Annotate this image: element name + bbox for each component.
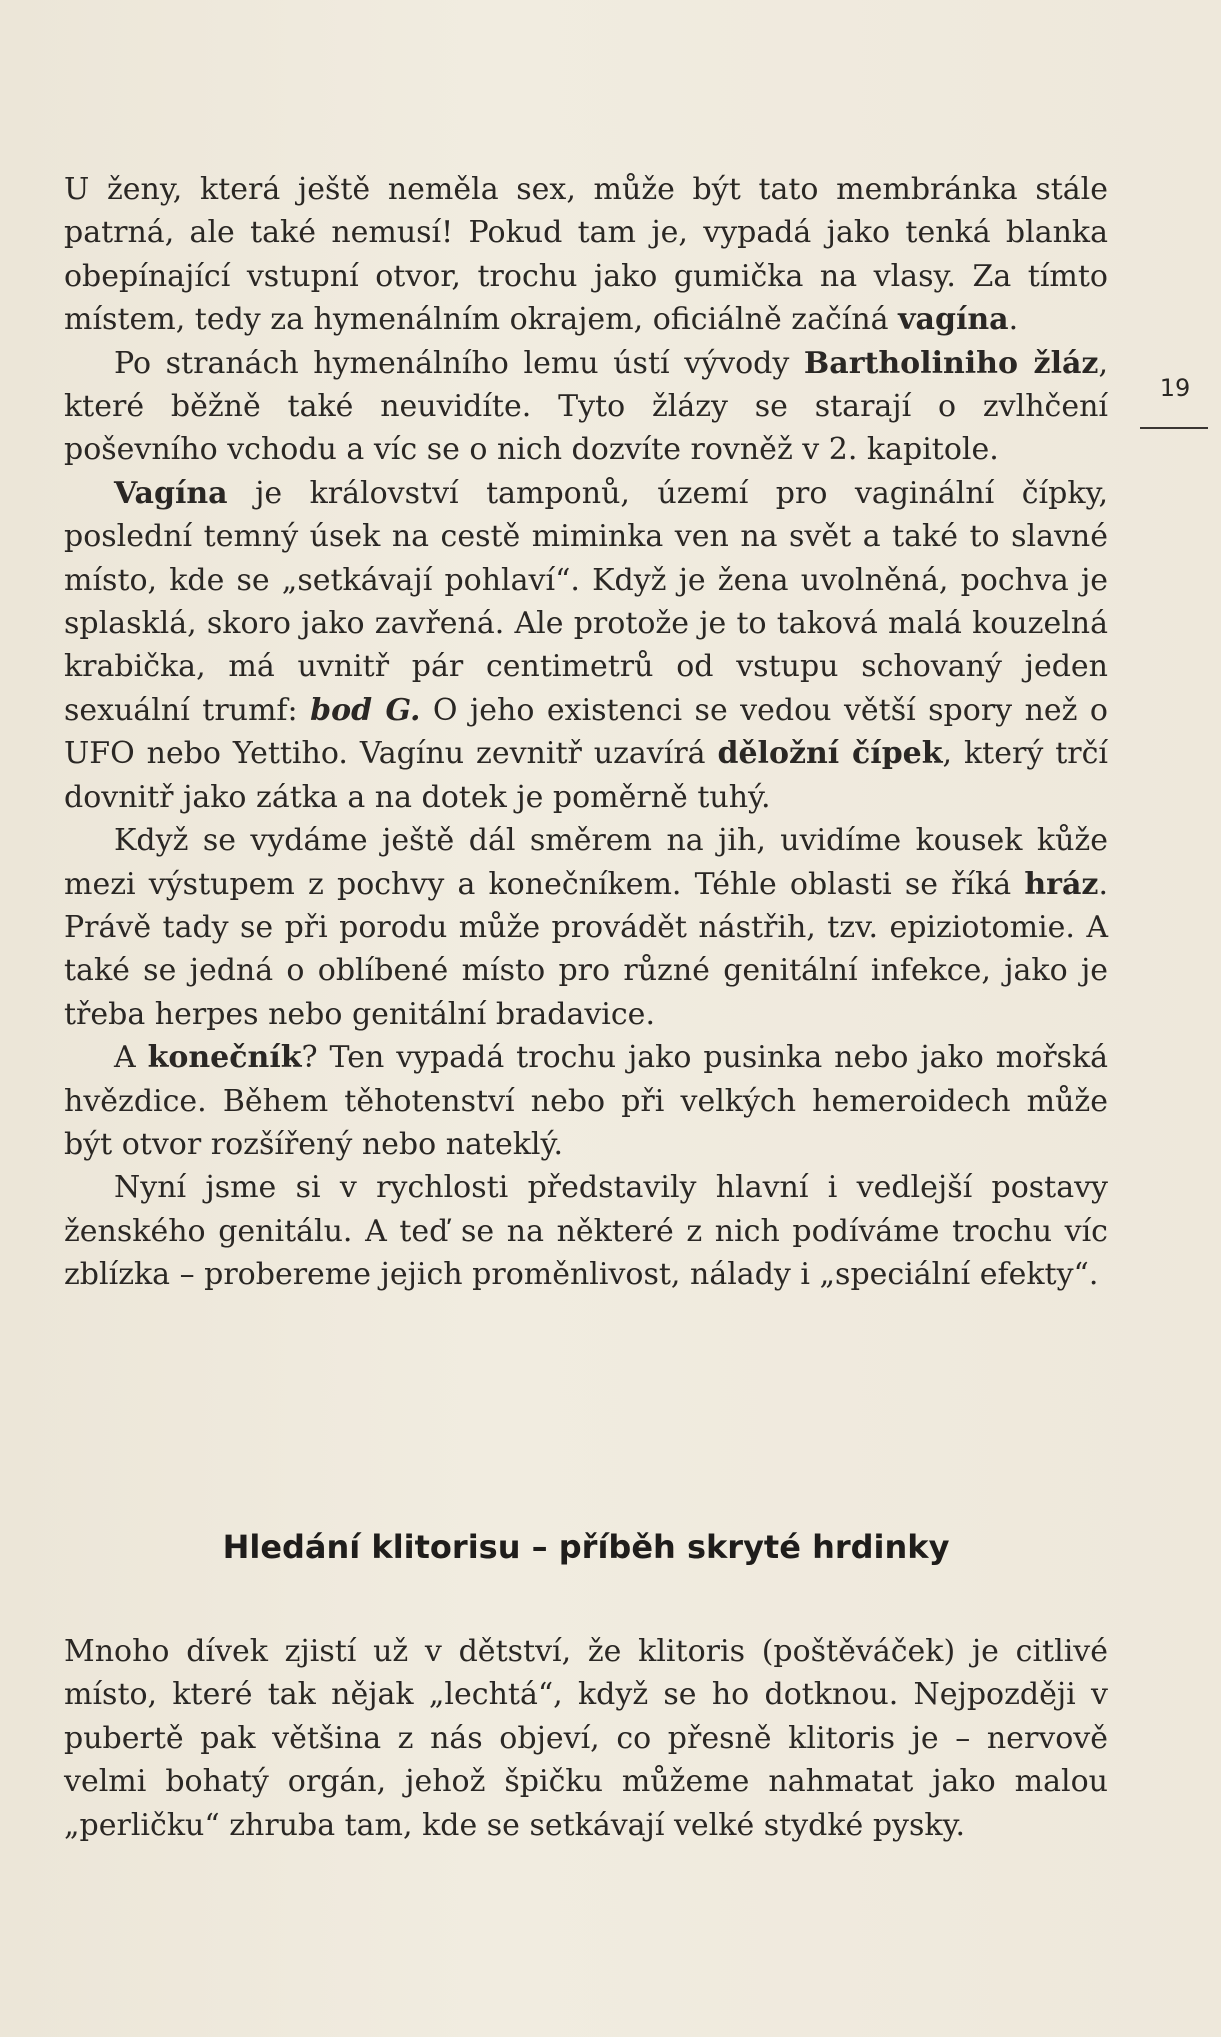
paragraph <box>64 168 1108 342</box>
text-run: . Právě tady se při porodu může provádět nástřih, tzv. epiziotomie. A také se jedná o oblíbené místo pro různé genitální infekce, jako je třeba herpes nebo genitální bradavice. <box>64 866 1108 1032</box>
paragraph <box>64 1630 1108 1847</box>
text-run: Nyní jsme si v rychlosti představily hlavní i vedlejší postavy ženského genitálu. A teď se na některé z nich podíváme trochu víc zblízka – probereme jejich proměnlivost, nálady i „speciální efekty“. <box>64 1170 1108 1293</box>
bold-term: Vagína <box>114 475 228 511</box>
paragraph <box>64 342 1108 472</box>
text-run: Po stranách hymenálního lemu ústí vývody <box>114 345 804 381</box>
bold-term: děložní čípek <box>717 736 943 772</box>
paragraph <box>64 1166 1108 1296</box>
paragraph <box>64 1036 1108 1166</box>
bold-term: konečník <box>147 1040 302 1076</box>
bold-term: Bartholiniho žláz <box>803 345 1099 381</box>
bold-italic-term: bod G. <box>310 692 421 728</box>
page-number: 19 <box>1159 374 1191 402</box>
text-run: , které běžně také neuvidíte. Tyto žlázy se starají o zvlhčení poševního vchodu a víc se o nich dozvíte rovněž v 2. kapitole. <box>64 345 1108 468</box>
text-run: Mnoho dívek zjistí už v dětství, že klitoris (poštěváček) je citlivé místo, které tak nějak „lechtá“, když se ho dotknou. Nejpozději v pubertě pak většina z nás objeví, co přesně klitoris je – nervově velmi bohatý orgán, jehož špičku můžeme nahmatat jako malou „perličku“ zhruba tam, kde se setkávají velké stydké pysky. <box>64 1634 1108 1843</box>
paragraph <box>64 472 1108 819</box>
bold-term: vagína <box>898 302 1009 338</box>
text-run: , který trčí dovnitř jako zátka a na dotek je poměrně tuhý. <box>64 736 1109 815</box>
text-run: ? Ten vypadá trochu jako pusinka nebo jako mořská hvězdice. Během těhotenství nebo při velkých hemeroidech může být otvor rozšířený nebo nateklý. <box>64 1040 1109 1162</box>
page-number-rule <box>1140 427 1208 429</box>
text-run: . <box>1008 302 1019 338</box>
text-run: je království tamponů, území pro vaginální čípky, poslední temný úsek na cestě miminka ven na svět a také to slavné místo, kde se „setkávají pohlaví“. Když je žena uvolněná, pochva je splasklá, skoro jako zavřená. Ale protože je to taková malá kouzelná krabička, má uvnitř pár centimetrů od vstupu schovaný jeden sexuální trumf: <box>64 475 1108 728</box>
paragraph <box>64 819 1108 1036</box>
bold-term: hráz <box>1024 866 1099 902</box>
text-run: Když se vydáme ještě dál směrem na jih, uvidíme kousek kůže mezi výstupem z pochvy a konečníkem. Téhle oblasti se říká <box>64 823 1108 902</box>
body-text-lower <box>64 1630 1108 1847</box>
text-run: A <box>114 1040 148 1076</box>
text-run: U ženy, která ještě neměla sex, může být tato membránka stále patrná, ale také nemusí! Pokud tam je, vypadá jako tenká blanka obepínající vstupní otvor, trochu jako gumička na vlasy. Za tímto místem, tedy za hymenálním okrajem, oficiálně začíná <box>64 172 1108 338</box>
section-heading: Hledání klitorisu – příběh skryté hrdinky <box>222 1528 950 1566</box>
text-run: O jeho existenci se vedou větší spory než o UFO nebo Yettiho. Vagínu zevnitř uzavírá <box>64 692 1108 772</box>
body-text-upper <box>64 168 1108 1297</box>
